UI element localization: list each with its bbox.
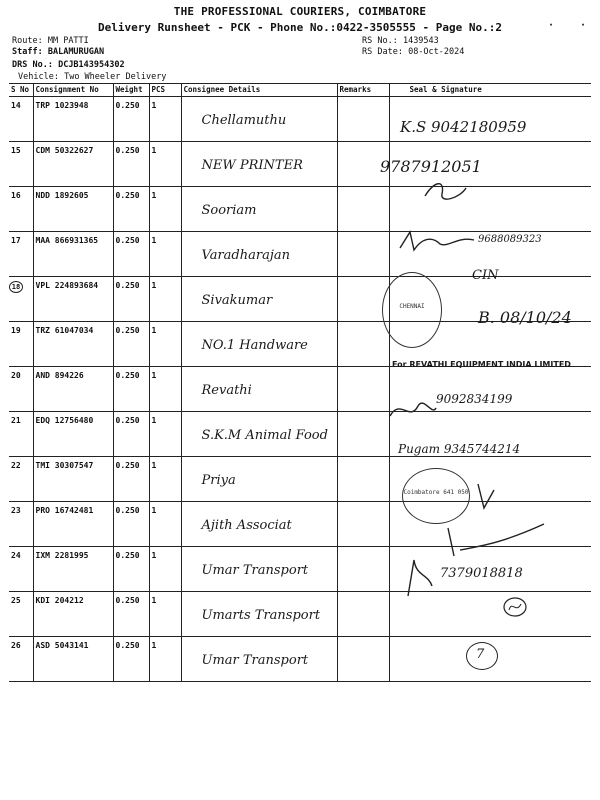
- signature-scribble-row-25: [402, 556, 442, 600]
- col-remarks: Remarks: [337, 84, 389, 97]
- cell-weight: 0.250: [113, 97, 149, 142]
- cell-pcs: 1: [149, 142, 181, 187]
- cell-consignment: TRP 1023948: [33, 97, 113, 142]
- cell-pcs: 1: [149, 97, 181, 142]
- cell-consignee: [181, 142, 337, 187]
- cell-pcs: 1: [149, 547, 181, 592]
- cell-consignee: [181, 637, 337, 682]
- cell-weight: 0.250: [113, 277, 149, 322]
- cell-remarks: [337, 97, 389, 142]
- cell-consignment: ASD 5043141: [33, 637, 113, 682]
- cell-consignee: [181, 367, 337, 412]
- cell-sno: 16: [9, 187, 33, 232]
- cell-remarks: [337, 457, 389, 502]
- cell-weight: 0.250: [113, 142, 149, 187]
- cell-consignee: [181, 277, 337, 322]
- staff-label: Staff:: [12, 47, 43, 57]
- cell-remarks: [337, 367, 389, 412]
- vehicle-line: [18, 72, 166, 82]
- cell-remarks: [337, 187, 389, 232]
- staff-value: BALAMURUGAN: [47, 47, 105, 57]
- signature-row-22: Pugam 9345744214: [398, 442, 521, 456]
- drs-line: [12, 60, 125, 70]
- cell-consignee: [181, 592, 337, 637]
- signature-row-18-cin: CIN: [472, 268, 499, 283]
- vehicle-value: Two Wheeler Delivery: [64, 72, 167, 82]
- consignee-handwriting: Varadharajan: [201, 248, 290, 263]
- cell-weight: 0.250: [113, 412, 149, 457]
- cell-sno: 15: [9, 142, 33, 187]
- signature-row-17: 9688089323: [478, 234, 542, 245]
- route-line: [12, 36, 89, 46]
- rs-date-line: [362, 47, 464, 57]
- cell-sno: 14: [9, 97, 33, 142]
- cell-pcs: 1: [149, 232, 181, 277]
- cell-remarks: [337, 502, 389, 547]
- rs-no-label: RS No.:: [362, 36, 398, 46]
- cell-consignee: [181, 457, 337, 502]
- signature-row-21: 9092834199: [436, 392, 513, 406]
- cell-consignee: [181, 502, 337, 547]
- seal-stamp-text: Coimbatore 641 050: [403, 489, 469, 496]
- cell-consignee: [181, 412, 337, 457]
- cell-weight: 0.250: [113, 322, 149, 367]
- cell-pcs: 1: [149, 322, 181, 367]
- rs-date-label: RS Date:: [362, 47, 403, 57]
- consignee-handwriting: Umar Transport: [201, 563, 309, 578]
- cell-remarks: [337, 232, 389, 277]
- cell-consignment: IXM 2281995: [33, 547, 113, 592]
- cell-remarks: [337, 547, 389, 592]
- cell-consignment: TMI 30307547: [33, 457, 113, 502]
- cell-pcs: 1: [149, 502, 181, 547]
- table-row: [9, 637, 591, 682]
- signature-scribble-row-16: [420, 178, 470, 206]
- col-sno: S No: [9, 84, 33, 97]
- speck-mark: ·: [548, 20, 555, 31]
- cell-consignee: [181, 187, 337, 232]
- signature-scribble-row-23: [474, 482, 498, 512]
- cell-sno: 24: [9, 547, 33, 592]
- runsheet-table: [9, 83, 591, 682]
- cell-sno: 21: [9, 412, 33, 457]
- cell-remarks: [337, 277, 389, 322]
- cell-weight: 0.250: [113, 457, 149, 502]
- cell-remarks: [337, 412, 389, 457]
- cell-sno: 22: [9, 457, 33, 502]
- consignee-handwriting: Chellamuthu: [201, 113, 287, 128]
- cell-consignment: MAA 866931365: [33, 232, 113, 277]
- consignee-handwriting: Umarts Transport: [201, 608, 321, 623]
- col-consignee: Consignee Details: [181, 84, 337, 97]
- table-row: [9, 142, 591, 187]
- rs-no-value: 1439543: [402, 36, 439, 46]
- page-mark-circle: [466, 642, 498, 670]
- seal-stamp-row-23: [402, 468, 470, 524]
- cell-consignee: [181, 322, 337, 367]
- vehicle-label: Vehicle:: [18, 72, 59, 82]
- consignee-handwriting: Revathi: [201, 383, 252, 398]
- route-label: Route:: [12, 36, 43, 46]
- table-row: [9, 187, 591, 232]
- cell-sno: 17: [9, 232, 33, 277]
- cell-consignment: TRZ 61047034: [33, 322, 113, 367]
- table-header-row: [9, 84, 591, 97]
- cell-consignment: PRO 16742481: [33, 502, 113, 547]
- signature-row-19: B. 08/10/24: [478, 308, 572, 327]
- cell-remarks: [337, 322, 389, 367]
- cell-pcs: 1: [149, 457, 181, 502]
- company-stamp-row-20: For REVATHI EQUIPMENT INDIA LIMITED: [392, 360, 571, 369]
- cell-weight: 0.250: [113, 547, 149, 592]
- drs-label: DRS No.:: [12, 60, 53, 70]
- signature-row-15: 9787912051: [380, 157, 482, 176]
- cell-consignment: EDQ 12756480: [33, 412, 113, 457]
- cell-weight: 0.250: [113, 187, 149, 232]
- sno-circled: 18: [9, 281, 23, 293]
- route-value: MM PATTI: [47, 36, 89, 46]
- speck-mark: ·: [580, 20, 587, 31]
- cell-pcs: 1: [149, 637, 181, 682]
- cell-weight: 0.250: [113, 232, 149, 277]
- cell-remarks: [337, 592, 389, 637]
- cell-consignee: [181, 97, 337, 142]
- cell-consignment: NDD 1892605: [33, 187, 113, 232]
- consignee-handwriting: Umar Transport: [201, 653, 309, 668]
- cell-weight: 0.250: [113, 637, 149, 682]
- cell-sno: 26: [9, 637, 33, 682]
- page-subtitle: Delivery Runsheet - PCK - Phone No.:0422-3505555 - Page No.:2: [98, 21, 502, 34]
- cell-sno: 19: [9, 322, 33, 367]
- col-consignment: Consignment No: [33, 84, 113, 97]
- cell-sno: 25: [9, 592, 33, 637]
- consignee-handwriting: Sivakumar: [201, 293, 273, 308]
- cell-consignment: KDI 204212: [33, 592, 113, 637]
- table-row: [9, 457, 591, 502]
- cell-pcs: 1: [149, 412, 181, 457]
- consignee-handwriting: Ajith Associat: [201, 518, 292, 533]
- cell-sno: 20: [9, 367, 33, 412]
- cell-pcs: 1: [149, 187, 181, 232]
- cell-weight: 0.250: [113, 592, 149, 637]
- staff-line: [12, 47, 104, 57]
- cell-remarks: [337, 637, 389, 682]
- cell-sno: [9, 277, 33, 322]
- seal-stamp-text: CHENNAI: [399, 303, 425, 310]
- cell-consignment: VPL 224893684: [33, 277, 113, 322]
- consignee-handwriting: Priya: [201, 473, 236, 488]
- cell-consignment: AND 894226: [33, 367, 113, 412]
- page-title: THE PROFESSIONAL COURIERS, COIMBATORE: [173, 5, 427, 18]
- page-mark: 7: [476, 647, 485, 662]
- signature-scribble-row-26: [502, 596, 528, 618]
- cell-pcs: 1: [149, 367, 181, 412]
- consignee-handwriting: S.K.M Animal Food: [201, 428, 328, 443]
- consignee-handwriting: Sooriam: [201, 203, 257, 218]
- cell-pcs: 1: [149, 592, 181, 637]
- consignee-handwriting: NO.1 Handware: [201, 338, 308, 353]
- signature-scribble-row-24: [440, 520, 550, 560]
- signature-row-25: 7379018818: [440, 566, 523, 581]
- cell-weight: 0.250: [113, 367, 149, 412]
- signature-row-14: K.S 9042180959: [400, 118, 527, 136]
- cell-consignee: [181, 547, 337, 592]
- cell-sno: 23: [9, 502, 33, 547]
- rs-date-value: 08-Oct-2024: [408, 47, 465, 57]
- signature-scribble-row-17: [398, 228, 478, 254]
- consignee-handwriting: NEW PRINTER: [201, 158, 303, 173]
- signature-scribble-row-21: [388, 398, 438, 422]
- cell-consignee: [181, 232, 337, 277]
- col-weight: Weight: [113, 84, 149, 97]
- cell-consignment: CDM 50322627: [33, 142, 113, 187]
- seal-stamp-row-18: [382, 272, 442, 348]
- cell-weight: 0.250: [113, 502, 149, 547]
- col-pcs: PCS: [149, 84, 181, 97]
- drs-value: DCJB143954302: [58, 60, 125, 70]
- cell-pcs: 1: [149, 277, 181, 322]
- col-signature: Seal & Signature: [389, 84, 591, 97]
- rs-no-line: [362, 36, 439, 46]
